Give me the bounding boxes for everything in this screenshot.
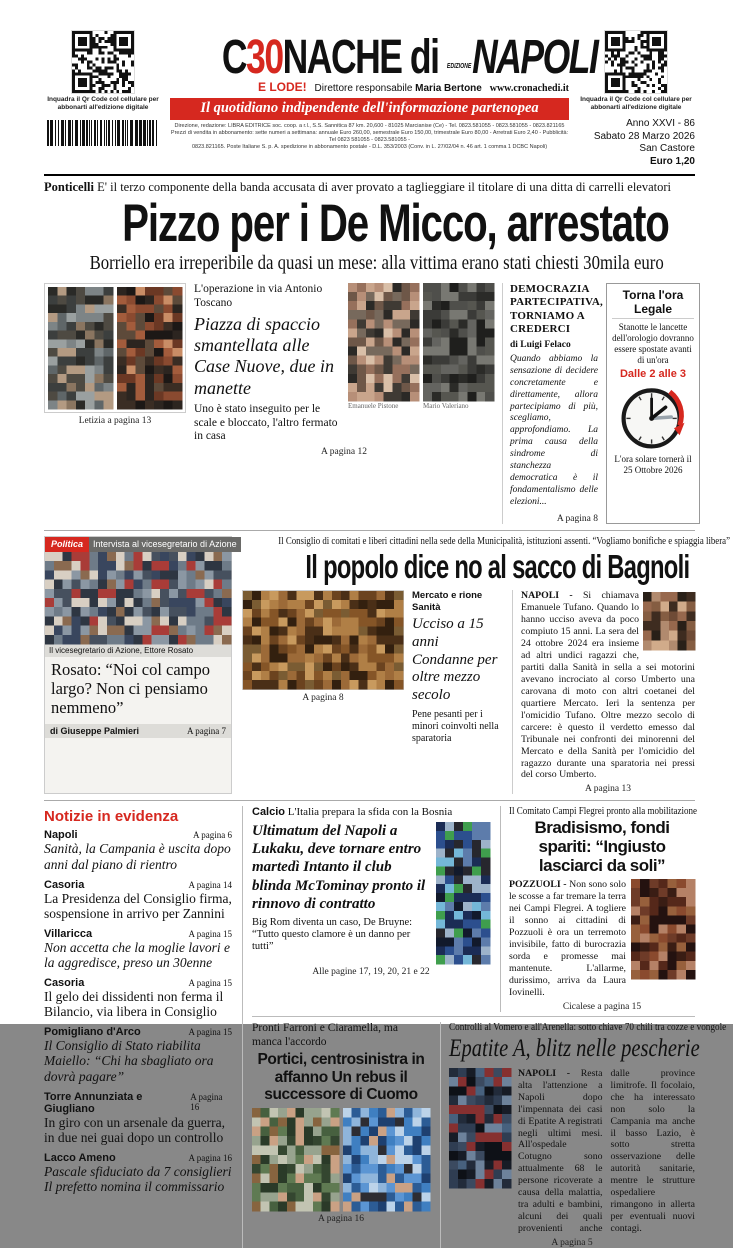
suspect-photo <box>348 283 419 401</box>
sidebar-item <box>44 879 232 921</box>
spaccio-deck: Uno è stato inseguito per le scale e bloccato, l'altro fermato in casa <box>194 402 338 443</box>
lower-section <box>44 806 727 1248</box>
sidebar-pageref: A pagina 15 <box>188 928 232 939</box>
candidate-photo <box>343 1108 430 1211</box>
daylight-saving-box <box>606 283 700 524</box>
sidebar-item <box>44 928 232 970</box>
rosato-headline: Rosato: “Noi col campo largo? Non ci pensiamo nemmeno” <box>51 660 211 718</box>
section-divider <box>44 800 695 801</box>
editorial-column <box>502 283 603 525</box>
sidebar-item <box>44 1026 232 1083</box>
issue-number: Anno XXVI - 86 <box>626 118 695 130</box>
bradisismo-text: Non sono solo le scosse a far tremare la terra nei Campi Flegrei. A togliere il sonno ai cittadini di Pozzuoli è ora un terremoto invisibile, fatto di burocrazia sorda e promesse mai mantenute. L'allarme, durissimo, arriva da Laura Iovinelli. <box>509 879 626 998</box>
rosato-pageref: A pagina 7 <box>187 726 226 737</box>
qr-code-icon <box>71 30 135 94</box>
bagnoli-photo-block <box>242 590 404 794</box>
politica-box <box>44 536 237 794</box>
tufano-story <box>512 590 695 794</box>
pescheria-photo <box>449 1068 511 1188</box>
sidebar-pageref: A pagina 6 <box>193 830 232 841</box>
calcio-kicker <box>252 806 490 819</box>
issue-price: Euro 1,20 <box>649 155 695 167</box>
issue-date: Sabato 28 Marzo 2026 <box>593 130 695 142</box>
ora-legale-highlight: Dalle 2 alle 3 <box>619 368 687 381</box>
bradisismo-body <box>509 879 695 998</box>
sidebar-pageref: A pagina 15 <box>188 1027 232 1038</box>
lead-deck: Borriello era irreperibile da quasi un mese: alla vittima erano stati chiesti 30mila euro <box>89 253 664 275</box>
politica-bar <box>45 537 237 552</box>
bradisismo-pageref: Cicalese a pagina 15 <box>562 1001 642 1012</box>
edition-label: EDIZIONE <box>446 63 472 70</box>
lead-photos-block <box>44 283 186 524</box>
issue-info <box>577 118 695 168</box>
calcio-story <box>252 806 490 1011</box>
epatite-row <box>449 1068 695 1235</box>
sidebar-place: Napoli <box>44 829 78 842</box>
photo-caption: Emanuele Pistone <box>348 402 399 411</box>
qr-caption: Inquadra il Qr Code col cellulare per abbonarti all'edizione digitale <box>47 96 159 112</box>
title-number: 30 <box>246 31 283 84</box>
suspect-photo <box>423 283 494 401</box>
website-url: www.cronachedi.it <box>489 83 569 94</box>
clock-icon <box>618 382 688 452</box>
sidebar-pageref: A pagina 14 <box>188 879 232 890</box>
imprint <box>170 123 569 152</box>
newspaper-title <box>221 31 598 84</box>
sidebar-pageref: A pagina 16 <box>188 1152 232 1163</box>
director-name: Maria Bertone <box>415 83 482 94</box>
calcio-text <box>252 822 430 964</box>
sidebar-place: Casoria <box>44 878 85 891</box>
iovinelli-photo <box>631 879 695 979</box>
portici-pageref: A pagina 16 <box>318 1213 364 1224</box>
rosato-byline: di Giuseppe Palmieri <box>50 726 140 737</box>
calcio-pageref: Alle pagine 17, 19, 20, 21 e 22 <box>312 966 430 977</box>
qr-code-icon <box>604 30 668 94</box>
title-city: NAPOLI <box>472 31 598 84</box>
imprint-line: Direzione, redazione: LIBRA EDITRICE soc. coop. a r.l., S.S. Sannitica 87 km. 20,600 - 81025 Marcianise (Ce) - Tel. 0823.581055 - 0823.581055 - 0823.821165 <box>174 123 565 129</box>
sidebar-headline: La Presidenza del Consiglio firma, sospensione in arrivo per Zannini <box>44 890 232 921</box>
calcio-kicker-text: L'Italia prepara la sfida con la Bosnia <box>287 806 453 819</box>
epatite-text: Resta alta l'attenzione a Napoli dopo l'impennata dei casi di Epatite A registrati negli ultimi mesi. All'ospedale Cotugno sono attualmente 68 le persone ricoverate a causa della malattia, tra adulti e bambini, alcuni dei quali provenienti anche dalle province limitrofe. Il focolaio, che ha interessato non solo la Campania ma anche il basso Lazio, è sotto stretta osservazione delle autorità sanitarie, mentre le strutture ospedaliere rimangono in allerta per eventuali nuovi contagi. <box>518 1067 695 1235</box>
sidebar-place: Torre Annunziata e Giugliano <box>44 1090 143 1115</box>
spaccio-headline: Piazza di spaccio smantellata alle Case Nuove, due in manette <box>194 313 334 398</box>
tufano-lead: NAPOLI - <box>521 590 583 602</box>
sidebar-item <box>44 1152 232 1194</box>
tufano-body <box>521 590 695 781</box>
issue-saint: San Castore <box>639 143 695 155</box>
sanita-story <box>412 590 504 794</box>
tufano-photo <box>643 592 695 650</box>
politica-bar-text: Intervista al vicesegretario di Azione <box>89 537 241 552</box>
calcio-deck: Big Rom diventa un caso, De Bruyne: “Tutto questo clamore è un danno per tutti” <box>252 917 413 953</box>
sidebar-title: Notizie in evidenza <box>44 808 179 826</box>
bagnoli-kicker: Il Consiglio di comitati e liberi cittadini nella sede della Municipalità, istituzioni assenti. “Vogliamo bonifiche e spiaggia libera” <box>278 536 730 548</box>
sidebar-pageref: A pagina 15 <box>188 978 232 989</box>
lower-right <box>242 806 727 1248</box>
sidebar-item <box>44 829 232 871</box>
ora-legale-footer: L'ora solare tornerà il 25 Ottobre 2026 <box>614 454 692 476</box>
imprint-line: Prezzi di vendita in abbonamento: sette numeri a settimana: annuale Euro 260,00, semestrale Euro 150,00, trimestrale Euro 80,00 - Arretrati Euro 2,40 - Pubblicità: Tel 0823 581055 - 0823.581055 - <box>170 130 569 144</box>
editorial-pageref: A pagina 8 <box>556 514 598 525</box>
editorial-title: DEMOCRAZIA PARTECIPATIVA, TORNIAMO A CREDERCI <box>510 283 603 335</box>
director-label: Direttore responsabile <box>314 83 413 94</box>
calcio-row <box>252 822 490 964</box>
sidebar-place: Lacco Ameno <box>44 1151 116 1164</box>
elode-label: E LODE! <box>258 80 307 94</box>
sanita-kicker: Mercato e rione Sanità <box>412 590 483 613</box>
tagline-banner: Il quotidiano indipendente dell'informazione partenopea <box>170 98 569 120</box>
top-stories-row <box>44 283 695 524</box>
spaccio-pageref: A pagina 12 <box>321 447 367 458</box>
sanita-headline: Ucciso a 15 anni Condanne per oltre mezzo secolo <box>412 616 498 703</box>
epatite-headline: Epatite A, blitz nelle pescherie <box>449 1034 700 1062</box>
editorial-excerpt: Quando abbiamo la sensazione di decidere concretamente e direttamente, allora partecipiamo di più, scegliamo, approfondiamo. La prima causa della sindrome di stanchezza democratica è il fondamentalismo delle elezioni... <box>510 354 598 507</box>
masthead <box>44 28 695 168</box>
bradisismo-lead: POZZUOLI - <box>509 879 570 891</box>
epatite-body <box>518 1068 695 1235</box>
rosato-photo <box>45 552 231 644</box>
bagnoli-headline: Il popolo dice no al sacco di Bagnoli <box>305 548 690 586</box>
sidebar-headline: Non accetta che la moglie lavori e la aggredisce, preso un 30enne <box>44 939 230 970</box>
sidebar-pageref: A pagina 16 <box>190 1091 223 1112</box>
mugshot-photo <box>117 287 182 409</box>
bagnoli-row <box>242 590 695 794</box>
politica-label: Politica <box>45 537 89 552</box>
spaccio-kicker: L'operazione in via Antonio Toscano <box>194 283 323 310</box>
news-sidebar <box>44 806 232 1248</box>
bradisismo-headline: Bradisismo, fondi spariti: “Ingiusto lasciarci da soli” <box>534 818 670 875</box>
spaccio-story <box>194 283 494 524</box>
masthead-rule <box>44 174 695 176</box>
calcio-kicker-label: Calcio <box>252 806 286 819</box>
sidebar-place: Casoria <box>44 977 85 990</box>
sidebar-place: Pomigliano d'Arco <box>44 1026 141 1039</box>
ora-legale-title: Torna l'ora Legale <box>612 288 694 319</box>
lead-kicker <box>44 180 695 195</box>
sidebar-headline: Il Consiglio di Stato riabilita Maiello: “Chi ha sbagliato ora dovrà pagare” <box>44 1038 214 1084</box>
sidebar-headline: Sanità, la Campania è uscita dopo anni dal piano di rientro <box>44 841 231 872</box>
photo-caption: Mario Valeriano <box>423 402 469 411</box>
lead-headline: Pizzo per i De Micco, arrestato <box>122 194 669 254</box>
portici-photos <box>252 1108 430 1211</box>
title-part: NACHE di <box>282 31 439 84</box>
lead-pageref: Letizia a pagina 13 <box>78 416 152 427</box>
spaccio-row <box>194 283 494 444</box>
tufano-pageref: A pagina 13 <box>585 784 631 795</box>
spaccio-photo-block <box>423 283 494 444</box>
sidebar-headline: In giro con un arsenale da guerra, in due nei guai dopo un controllo <box>44 1114 226 1145</box>
masthead-left-column <box>44 28 162 168</box>
middle-row <box>44 536 730 795</box>
sidebar-place: Villaricca <box>44 927 93 940</box>
lead-kicker-text: E' il terzo componente della banda accusata di aver provato a taglieggiare il titolare di una ditta di carrelli elevatori <box>97 180 672 195</box>
title-part: C <box>221 31 247 84</box>
epatite-pageref: A pagina 5 <box>551 1237 593 1248</box>
qr-caption: Inquadra il Qr Code col cellulare per abbonarti all'edizione digitale <box>580 96 692 112</box>
spaccio-photo-block <box>348 283 419 444</box>
mugshot-photo <box>48 287 113 409</box>
bradisismo-story <box>500 806 695 1011</box>
sanita-deck: Pene pesanti per i minori coinvolti nella sparatoria <box>412 708 499 744</box>
imprint-line: 0823.821165. Poste Italiane S. p. A. spedizione in abbonamento postale - D.L. 353/2003 (Conv. in L. 27/02/04 n. 46 art. 1 comma 1 DCBC Napoli) <box>191 144 548 151</box>
spaccio-text <box>194 283 342 444</box>
spaccio-photos <box>348 283 494 444</box>
editorial-byline: di Luigi Felaco <box>510 340 571 351</box>
epatite-kicker: Controlli al Vomero e all'Arenella: sotto chiave 70 chili tra cozze e vongole <box>449 1021 727 1033</box>
section-divider <box>44 530 695 531</box>
masthead-center <box>170 28 598 168</box>
bagnoli-story <box>242 536 730 795</box>
rosato-photo-caption: Il vicesegretario di Azione, Ettore Rosato <box>45 644 231 657</box>
lead-photos <box>44 283 186 413</box>
lead-kicker-label: Ponticelli <box>44 180 94 195</box>
player-photo <box>436 822 490 964</box>
sidebar-item <box>44 1091 232 1145</box>
portici-kicker: Pronti Farroni e Ciaramella, ma manca l'accordo <box>252 1021 398 1048</box>
portici-story <box>252 1022 430 1248</box>
rosato-byline-row <box>45 724 231 738</box>
bradisismo-kicker: Il Comitato Campi Flegrei pronto alla mobilitazione <box>509 806 697 818</box>
sidebar-item <box>44 977 232 1019</box>
bagnoli-pageref: A pagina 8 <box>302 693 344 704</box>
candidate-photo <box>252 1108 339 1211</box>
portici-headline: Portici, centrosinistra in affanno Un rebus il successore di Cuomo <box>257 1051 425 1104</box>
epatite-lead: NAPOLI - <box>518 1067 581 1079</box>
sidebar-headline: Pascale sfiduciato da 7 consiglieri Il prefetto nomina il commissario <box>44 1163 232 1194</box>
bagnoli-photo <box>242 590 404 690</box>
bottom-row <box>252 1017 727 1248</box>
barcode-icon <box>47 120 159 146</box>
sports-row <box>252 806 695 1016</box>
epatite-story <box>440 1021 727 1248</box>
ora-legale-text: Stanotte le lancette dell'orologio dovranno essere spostate avanti di un'ora <box>612 322 694 365</box>
calcio-headline: Ultimatum del Napoli a Lukaku, deve tornare entro martedì Intanto il club blinda McTominay pronto il rinnovo di contratto <box>252 822 426 912</box>
sidebar-headline: Il gelo dei dissidenti non ferma il Bilancio, via libera in Consiglio <box>44 989 224 1020</box>
director-line <box>307 83 490 94</box>
tufano-text: Si chiamava Emanuele Tufano. Quando lo hanno ucciso aveva da poco compiuto 15 anni. La sera del 24 ottobre 2024 era insieme ad altri undici ragazzi che, partiti dalla Sanità in sella a sei motorini avevano incrociato al corso Umberto una carovana di moto con altri coetanei del quartiere Mercato. Ieri la sentenza per l'omicidio Tufano. Oltre mezzo secolo di carcere: è questo il verdetto emesso dal Tribunale nei confronti dei minorenni del Mercato e della Sanità per l'omicidio del ragazzo durante una sparatoria nei pressi del corso Umberto. <box>521 590 695 781</box>
